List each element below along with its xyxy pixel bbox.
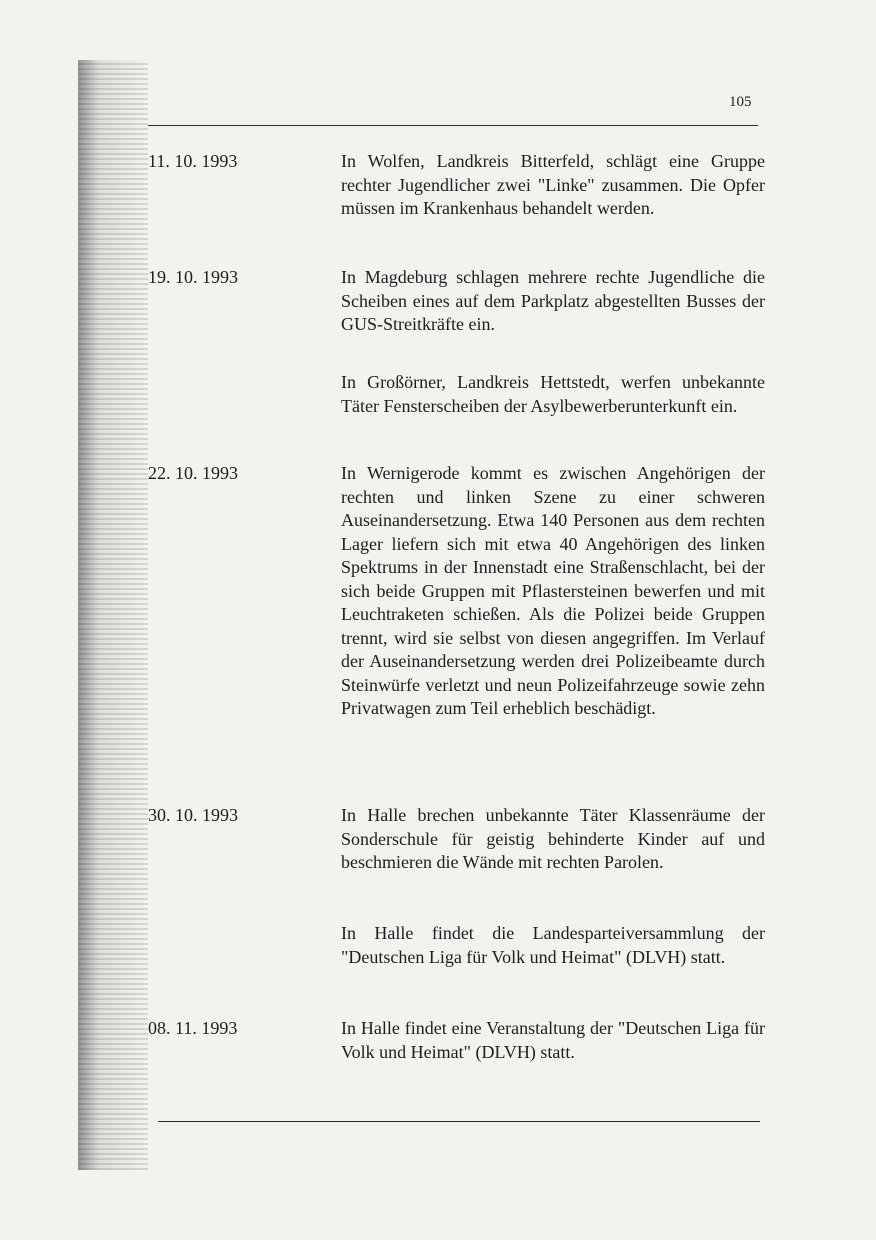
entry-text: In Wolfen, Landkreis Bitterfeld, schlägt eine Gruppe rechter Jugendlicher zwei "Linke" zusammen. Die Opfer müssen im Krankenhaus behandelt werden. — [341, 151, 765, 218]
entry-date: 22. 10. 1993 — [148, 463, 238, 483]
entry-date: 08. 11. 1993 — [148, 1018, 238, 1038]
entry-text: In Magdeburg schlagen mehrere rechte Jugendliche die Scheiben eines auf dem Parkplatz abgestellten Busses der GUS-Streitkräfte ein. — [341, 267, 765, 334]
page-number: 105 — [729, 94, 752, 110]
entry-date: 30. 10. 1993 — [148, 805, 238, 825]
entry-text: In Wernigerode kommt es zwischen Angehörigen der rechten und linken Szene zu einer schweren Auseinandersetzung. Etwa 140 Personen aus dem rechten Lager liefern sich mit etwa 40 Angehörigen des linken Spektrums in der Innenstadt eine Straßenschlacht, bei der sich beide Gruppen mit Pflastersteinen bewerfen und mit Leuchtraketen schießen. Als die Polizei beide Gruppen trennt, wird sie selbst von diesen angegriffen. Im Verlauf der Auseinandersetzung werden drei Polizeibeamte durch Steinwürfe verletzt und neun Polizeifahrzeuge sowie zehn Privatwagen zum Teil erheblich beschädigt. — [341, 463, 765, 718]
entry-text: In Halle findet eine Veranstaltung der "Deutschen Liga für Volk und Heimat" (DLVH) statt. — [341, 1018, 765, 1062]
scan-shadow — [78, 60, 148, 1170]
entry-date: 19. 10. 1993 — [148, 267, 238, 287]
footer-rule — [158, 1121, 760, 1122]
header-rule — [148, 125, 758, 126]
entry-text: In Halle findet die Landesparteiversammlung der "Deutschen Liga für Volk und Heimat" (DLVH) statt. — [341, 923, 765, 967]
entry-text: In Großörner, Landkreis Hettstedt, werfen unbekannte Täter Fensterscheiben der Asylbewerberunterkunft ein. — [341, 372, 765, 416]
entry-text: In Halle brechen unbekannte Täter Klassenräume der Sonderschule für geistig behinderte Kinder auf und beschmieren die Wände mit rechten Parolen. — [341, 805, 765, 872]
entry-date: 11. 10. 1993 — [148, 151, 238, 171]
